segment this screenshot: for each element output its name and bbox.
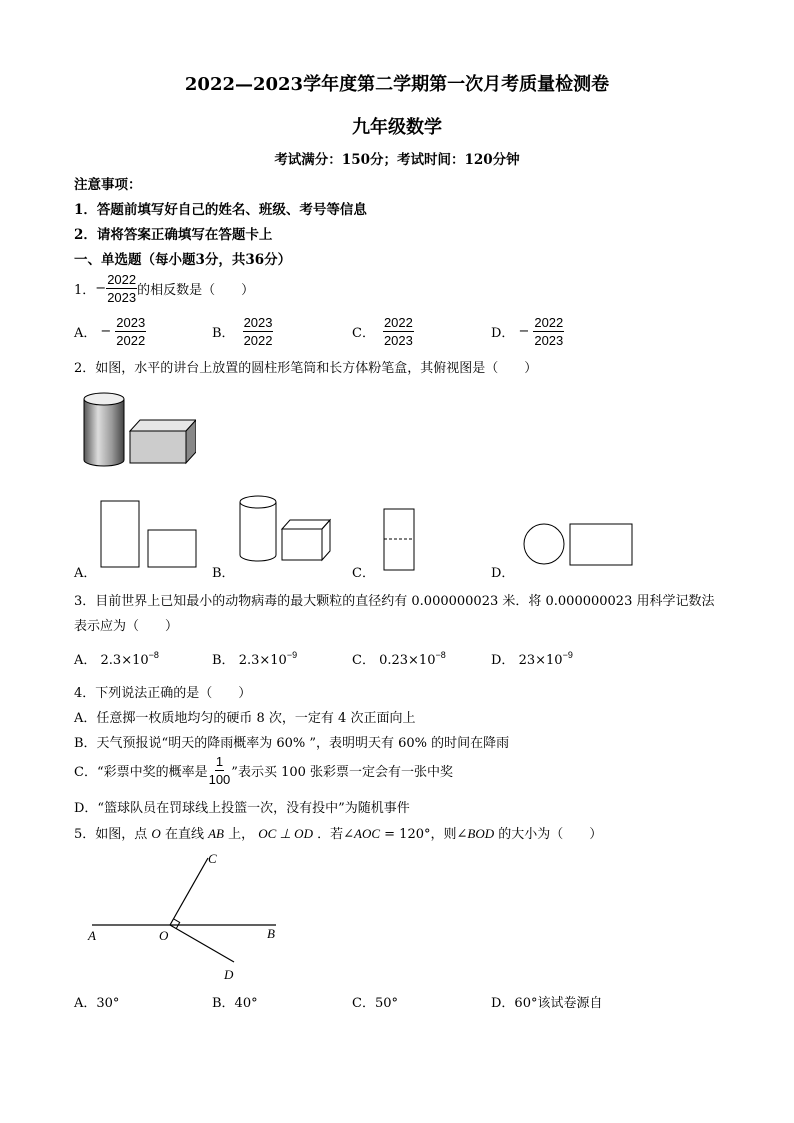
- q2-option-b-figure: [236, 492, 336, 572]
- q5-text-5: = 120°，则∠: [384, 827, 468, 842]
- q5-text-2: 在直线: [164, 827, 204, 842]
- option-exponent: −9: [562, 650, 573, 660]
- q5-option-d[interactable]: D．60°该试卷源自: [491, 996, 603, 1011]
- label-c: C: [208, 851, 217, 866]
- exam-title: 2022—2023学年度第二学期第一次月考质量检测卷: [184, 74, 610, 95]
- q4-c-post: ”表示买 100 张彩票一定会有一张中奖: [231, 765, 454, 780]
- option-label: C．: [352, 653, 375, 668]
- q5-text-1: 5．如图，点: [74, 827, 148, 842]
- q5-text-6: 的大小为（ ）: [498, 827, 603, 842]
- q5-angle-bod: BOD: [467, 826, 495, 841]
- q2-stem: 2．如图，水平的讲台上放置的圆柱形笔筒和长方体粉笔盒，其俯视图是（ ）: [74, 361, 538, 376]
- q2-option-a-figure: [96, 496, 206, 572]
- option-exponent: −9: [286, 650, 298, 660]
- option-label: C．: [352, 326, 375, 341]
- option-frac-den: 2023: [534, 333, 564, 348]
- option-base: 0.23×10: [379, 653, 436, 668]
- q2-option-d-figure: [518, 518, 638, 570]
- q3-option-a[interactable]: [74, 649, 159, 668]
- option-sign: −: [518, 324, 530, 339]
- q1-frac-num: 2022: [107, 272, 137, 287]
- option-base: 23×10: [518, 653, 563, 668]
- ray-oc: [170, 858, 208, 925]
- option-fraction: [383, 314, 414, 349]
- section-heading: 一、单选题（每小题3分，共36分）: [74, 252, 292, 268]
- q1-frac-den: 2023: [107, 290, 137, 305]
- option-frac-num: 2022: [534, 315, 564, 330]
- option-label: D．: [491, 653, 515, 668]
- q2-figure-cylinder-box: [76, 385, 196, 475]
- q2-option-d[interactable]: D．: [491, 566, 515, 581]
- q4-stem: 4．下列说法正确的是（ ）: [74, 686, 252, 701]
- option-label: B．: [212, 653, 235, 668]
- ray-od: [170, 925, 234, 962]
- q3-stem-line-2: 表示应为（ ）: [74, 619, 179, 634]
- option-fraction: [533, 314, 564, 349]
- notice-item-2: 2．请将答案正确填写在答题卡上: [74, 227, 273, 243]
- option-exponent: −8: [148, 650, 159, 660]
- q1-option-c[interactable]: [352, 314, 414, 349]
- option-frac-den: 2023: [383, 333, 413, 348]
- q4-c-pre: C．“彩票中奖的概率是: [74, 765, 208, 780]
- option-frac-num: 2023: [116, 315, 146, 330]
- q1-fraction: [106, 271, 137, 306]
- q1-sign: −: [95, 281, 107, 296]
- q4-option-a[interactable]: A．任意掷一枚质地均匀的硬币 8 次，一定有 4 次正面向上: [74, 711, 416, 726]
- option-sign: −: [100, 324, 112, 339]
- exam-info: 考试满分：150分；考试时间：120分钟: [274, 152, 520, 168]
- q1-option-d[interactable]: [491, 314, 564, 349]
- option-base: 2.3×10: [238, 653, 287, 668]
- q4-option-c[interactable]: [74, 753, 453, 788]
- option-frac-num: 2022: [383, 315, 413, 330]
- option-label: B．: [212, 326, 235, 341]
- q4-option-b[interactable]: B．天气预报说“明天的降雨概率为 60% ”，表明明天有 60% 的时间在降雨: [74, 736, 510, 751]
- q4-c-frac-den: 100: [208, 772, 231, 787]
- q5-option-c[interactable]: C．50°: [352, 996, 398, 1011]
- label-o: O: [159, 928, 169, 943]
- notice-item-1: 1．答题前填写好自己的姓名、班级、考号等信息: [74, 202, 367, 218]
- q2-option-c-figure: [378, 504, 418, 574]
- exam-subtitle: 九年级数学: [352, 117, 442, 138]
- q3-stem-line-1: 3．目前世界上已知最小的动物病毒的最大颗粒的直径约有 0.000000023 米．将 0.000000023 用科学记数法: [74, 594, 715, 609]
- option-fraction: [115, 314, 146, 349]
- label-a: A: [88, 928, 96, 943]
- q1-number: 1．: [74, 283, 96, 298]
- q5-stem: [74, 823, 602, 842]
- q5-text-4: ．若∠: [317, 827, 355, 842]
- q3-option-d[interactable]: [491, 649, 573, 668]
- q1-tail: 的相反数是（ ）: [137, 283, 255, 298]
- option-fraction: [243, 314, 274, 349]
- q5-text-3: 上，: [228, 827, 255, 842]
- q3-option-c[interactable]: [352, 649, 446, 668]
- option-label: D．: [491, 326, 515, 341]
- q2-option-b[interactable]: B．: [212, 566, 235, 581]
- option-frac-den: 2022: [116, 333, 146, 348]
- q2-option-c[interactable]: C．: [352, 566, 375, 581]
- q5-perpendicular: OC ⊥ OD: [258, 826, 313, 841]
- label-b: B: [267, 926, 275, 941]
- q1-option-b[interactable]: [212, 314, 273, 349]
- q4-c-frac-num: 1: [215, 754, 224, 769]
- q5-point-o: O: [151, 826, 161, 841]
- label-d: D: [224, 967, 234, 982]
- q1-option-a[interactable]: [74, 314, 146, 349]
- option-exponent: −8: [435, 650, 446, 660]
- q1-stem: [74, 271, 254, 306]
- option-frac-num: 2023: [243, 315, 273, 330]
- notice-heading: 注意事项：: [74, 177, 142, 193]
- q5-option-a[interactable]: A．30°: [74, 996, 120, 1011]
- q3-option-b[interactable]: [212, 649, 297, 668]
- option-label: A．: [74, 653, 97, 668]
- option-frac-den: 2022: [243, 333, 273, 348]
- option-label: A．: [74, 326, 97, 341]
- option-base: 2.3×10: [100, 653, 149, 668]
- q5-line-ab: AB: [208, 826, 224, 841]
- q5-angle-aoc: AOC: [354, 826, 381, 841]
- q2-option-a[interactable]: A．: [74, 566, 97, 581]
- q5-option-b[interactable]: B．40°: [212, 996, 258, 1011]
- q4-option-d[interactable]: D．“篮球队员在罚球线上投篮一次，没有投中”为随机事件: [74, 801, 410, 816]
- q5-figure: [84, 848, 294, 984]
- q4-c-fraction: [208, 753, 232, 788]
